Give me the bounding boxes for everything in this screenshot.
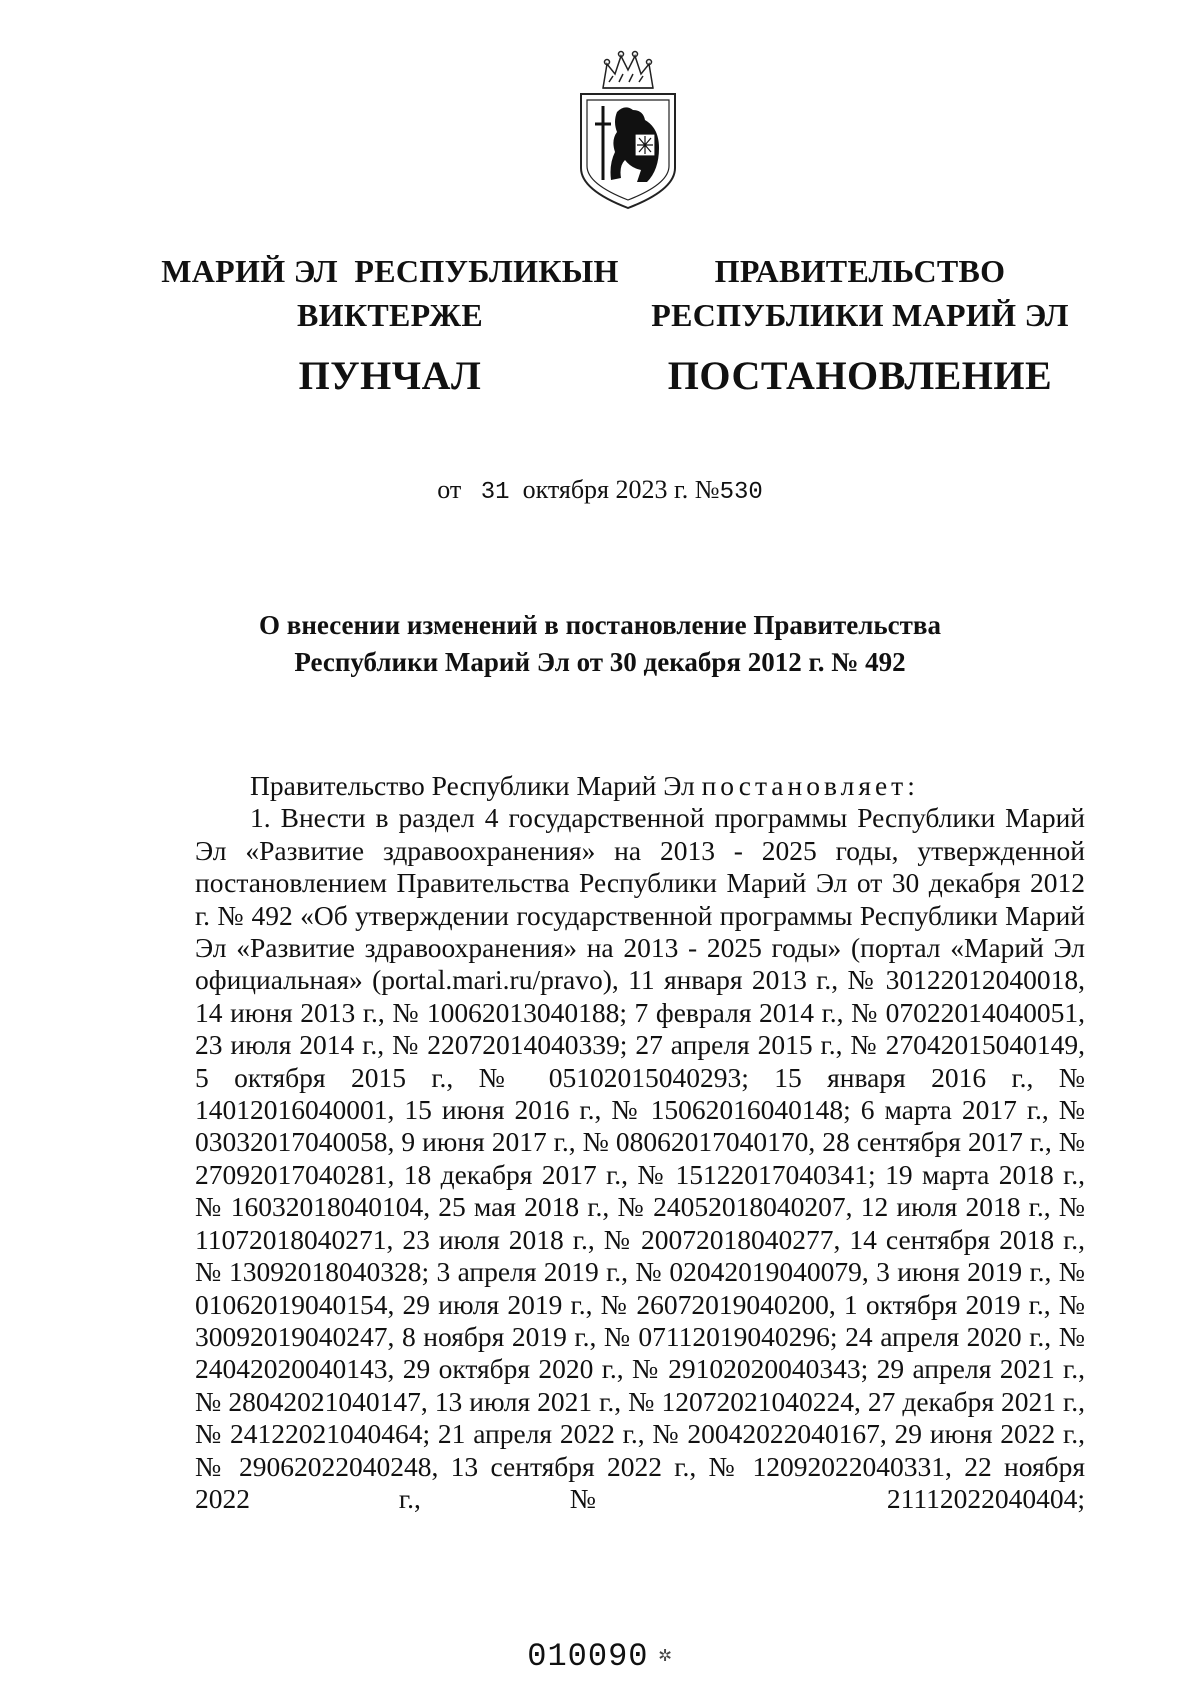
date-number-line [0,475,1200,506]
header-right-line1: ПРАВИТЕЛЬСТВО [714,253,1006,289]
subject-line2: Республики Марий Эл от 30 декабря 2012 г. № 492 [294,647,906,677]
intro-spaced-word: постановляет: [701,770,919,801]
header-left-block [150,249,630,401]
coat-of-arms-icon [573,48,683,216]
header-right-line2: РЕСПУБЛИКИ МАРИЙ ЭЛ [651,297,1069,333]
header-left-line2: ВИКТЕРЖЕ [297,297,483,333]
date-month-year: октября 2023 г. № [522,475,720,504]
intro-paragraph [195,770,1085,802]
header-left-doc-type: ПУНЧАЛ [298,353,482,398]
date-prefix: от [437,475,462,504]
asterisk-mark-icon: ✲ [658,1643,673,1668]
document-number: 530 [719,479,763,506]
document-body [195,770,1085,1515]
subject-line1: О внесении изменений в постановление Правительства [259,610,941,640]
header-left-line1: МАРИЙ ЭЛ РЕСПУБЛИКЫН [161,253,619,289]
header-right-block [640,249,1080,401]
footer-serial-number: 010090 [527,1638,649,1675]
header-right-doc-type: ПОСТАНОВЛЕНИЕ [667,353,1053,398]
footer-serial-block [0,1638,1200,1675]
item-1-paragraph: 1. Внести в раздел 4 государственной программы Республики Марий Эл «Развитие здравоохранения» на 2013 - 2025 годы, утвержденной постановлением Правительства Республики Марий Эл от 30 декабря 2012 г. № 492 «Об утверждении государственной программы Республики Марий Эл «Развитие здравоохранения» на 2013 - 2025 годы» (портал «Марий Эл официальная» (portal.mari.ru/pravo), 11 января 2013 г., № 30122012040018, 14 июня 2013 г., № 10062013040188; 7 февраля 2014 г., № 07022014040051, 23 июля 2014 г., № 22072014040339; 27 апреля 2015 г., № 27042015040149, 5 октября 2015 г., № 05102015040293; 15 января 2016 г., № 14012016040001, 15 июня 2016 г., № 15062016040148; 6 марта 2017 г., № 03032017040058, 9 июня 2017 г., № 08062017040170, 28 сентября 2017 г., № 27092017040281, 18 декабря 2017 г., № 15122017040341; 19 марта 2018 г., № 16032018040104, 25 мая 2018 г., № 24052018040207, 12 июля 2018 г., № 11072018040271, 23 июля 2018 г., № 20072018040277, 14 сентября 2018 г., № 13092018040328; 3 апреля 2019 г., № 02042019040079, 3 июня 2019 г., № 01062019040154, 29 июля 2019 г., № 26072019040200, 1 октября 2019 г., № 30092019040247, 8 ноября 2019 г., № 07112019040296; 24 апреля 2020 г., № 24042020040143, 29 октября 2020 г., № 29102020040343; 29 апреля 2021 г., № 28042021040147, 13 июля 2021 г., № 12072021040224, 27 декабря 2021 г., № 24122021040464; 21 апреля 2022 г., № 20042022040167, 29 июня 2022 г., № 29062022040248, 13 сентября 2022 г., № 12092022040331, 22 ноября 2022 г., № 21112022040404; [195,802,1085,1514]
document-subject [150,607,1050,681]
date-day: 31 [480,479,510,506]
intro-text: Правительство Республики Марий Эл [250,770,702,801]
